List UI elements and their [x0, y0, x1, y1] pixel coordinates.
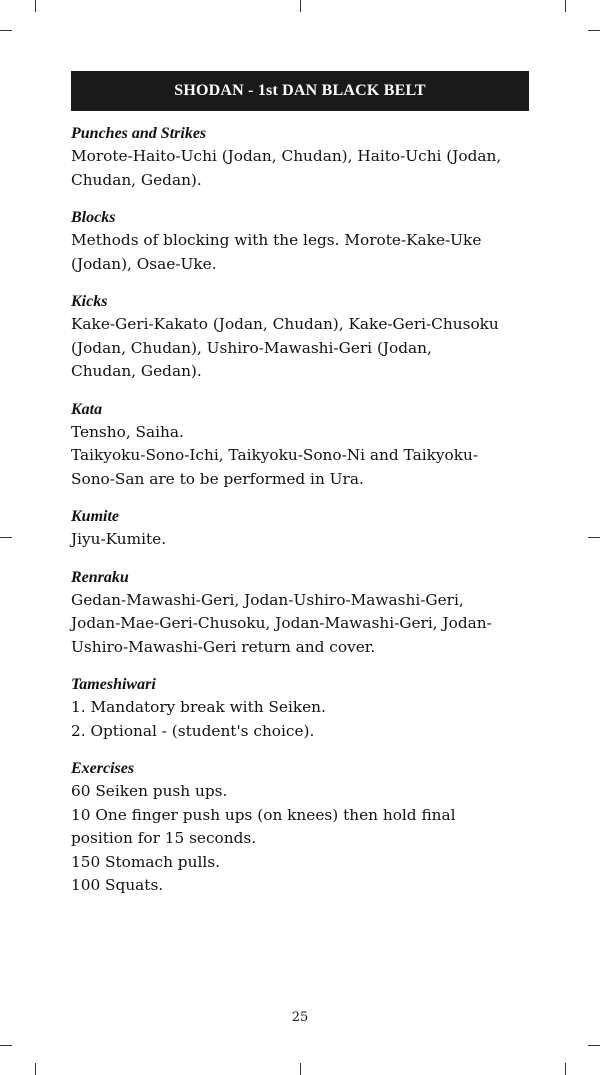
section-title: Kumite — [71, 508, 120, 525]
section-text-line: Morote-Haito-Uchi (Jodan, Chudan), Haito-Uchi (Jodan, — [71, 147, 502, 165]
crop-mark — [0, 1045, 12, 1046]
section-text-line: (Jodan, Chudan), Ushiro-Mawashi-Geri (Jodan, — [71, 338, 432, 357]
page-title-bar — [71, 71, 529, 111]
section-blocks — [71, 206, 531, 276]
section-exercises — [71, 757, 531, 898]
section-punches-and-strikes — [71, 122, 531, 192]
section-text-line: 10 One finger push ups (on knees) then hold final — [71, 805, 456, 824]
section-text-line: Chudan, Gedan). — [71, 362, 202, 380]
crop-mark — [588, 30, 600, 31]
section-text-line: 1. Mandatory break with Seiken. — [71, 698, 326, 716]
crop-mark — [565, 0, 566, 12]
crop-mark — [565, 1063, 566, 1075]
crop-mark — [35, 1063, 36, 1075]
section-text-line: Chudan, Gedan). — [71, 170, 202, 189]
page-title: SHODAN - 1st DAN BLACK BELT — [174, 82, 426, 99]
section-text-line: 60 Seiken push ups. — [71, 782, 228, 800]
section-text-line: Tensho, Saiha. — [71, 422, 184, 441]
crop-mark — [300, 0, 301, 12]
crop-mark — [588, 1045, 600, 1046]
requirements-content — [71, 122, 531, 912]
section-tameshiwari — [71, 673, 531, 743]
crop-mark — [0, 537, 12, 538]
section-text-line: 2. Optional - (student's choice). — [71, 721, 315, 740]
section-title: Punches and Strikes — [71, 125, 207, 142]
page-number: 25 — [291, 1010, 309, 1025]
crop-mark — [588, 537, 600, 538]
section-text-line: (Jodan), Osae-Uke. — [71, 254, 217, 273]
section-kicks — [71, 290, 531, 384]
section-text-line: Ushiro-Mawashi-Geri return and cover. — [71, 637, 376, 656]
section-title: Blocks — [71, 209, 116, 226]
section-text-line: Sono-San are to be performed in Ura. — [71, 469, 364, 488]
section-text-line: Kake-Geri-Kakato (Jodan, Chudan), Kake-Geri-Chusoku — [71, 315, 499, 333]
crop-mark — [0, 30, 12, 31]
section-text-line: Gedan-Mawashi-Geri, Jodan-Ushiro-Mawashi-Geri, — [71, 590, 464, 609]
section-renraku — [71, 566, 531, 660]
section-kumite — [71, 505, 531, 552]
section-title: Tameshiwari — [71, 676, 156, 693]
section-title: Renraku — [71, 568, 129, 586]
section-kata — [71, 398, 531, 492]
section-text-line: 150 Stomach pulls. — [71, 852, 220, 871]
crop-mark — [35, 0, 36, 12]
section-title: Kata — [71, 400, 103, 418]
section-text-line: 100 Squats. — [71, 876, 164, 894]
crop-mark — [300, 1063, 301, 1075]
section-title: Exercises — [71, 760, 135, 777]
section-text-line: position for 15 seconds. — [71, 829, 257, 847]
section-text-line: Methods of blocking with the legs. Morote-Kake-Uke — [71, 231, 482, 249]
section-text-line: Jodan-Mae-Geri-Chusoku, Jodan-Mawashi-Geri, Jodan- — [71, 614, 492, 632]
section-text-line: Jiyu-Kumite. — [71, 530, 167, 548]
section-text-line: Taikyoku-Sono-Ichi, Taikyoku-Sono-Ni and Taikyoku- — [71, 446, 478, 464]
section-title: Kicks — [71, 293, 108, 310]
